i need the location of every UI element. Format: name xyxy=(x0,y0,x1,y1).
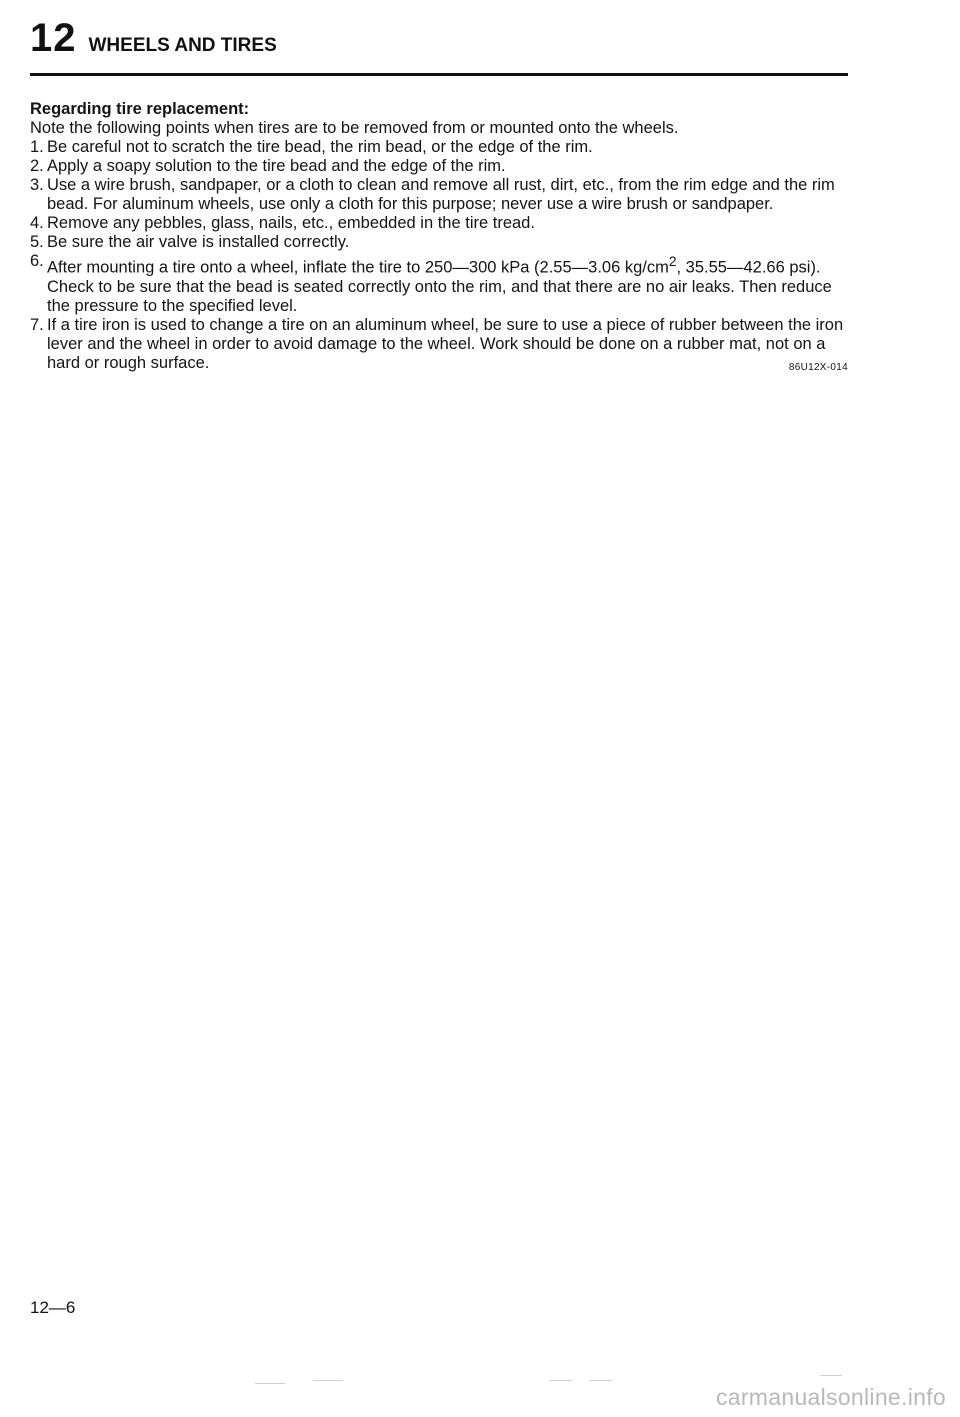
list-item xyxy=(30,316,850,373)
chapter-number: 12 xyxy=(30,16,77,60)
chapter-title: WHEELS AND TIRES xyxy=(88,35,277,56)
step-text: Be sure the air valve is installed correctly. xyxy=(47,233,350,251)
section-intro: Note the following points when tires are to be removed from or mounted onto the wheels. xyxy=(30,119,679,137)
section-body xyxy=(30,100,850,377)
scan-artifact xyxy=(550,1380,572,1381)
step-text-after-superscript: , 35.55—42.66 psi). Check to be sure that the bead is seated correctly onto the rim, and that there are no air leaks. Then reduce the pressure to the specified level. xyxy=(47,258,832,315)
step-number: 6. xyxy=(30,252,44,270)
step-number: 7. xyxy=(30,315,44,334)
list-item xyxy=(30,157,850,176)
scan-artifact xyxy=(820,1375,842,1376)
list-item xyxy=(30,233,850,252)
superscript-two: 2 xyxy=(668,254,677,269)
steps-list xyxy=(30,138,850,373)
step-number: 4. xyxy=(30,214,44,232)
header-rule xyxy=(30,73,848,76)
list-item xyxy=(30,176,850,214)
step-text: Apply a soapy solution to the tire bead and the edge of the rim. xyxy=(47,157,506,175)
step-text-before-superscript: After mounting a tire onto a wheel, inflate the tire to 250—300 kPa (2.55—3.06 kg/cm xyxy=(47,258,669,277)
page-header xyxy=(30,18,850,58)
step-number: 1. xyxy=(30,138,44,156)
step-text: Be careful not to scratch the tire bead, the rim bead, or the edge of the rim. xyxy=(47,138,593,156)
list-item xyxy=(30,214,850,233)
step-number: 5. xyxy=(30,233,44,251)
scan-artifact xyxy=(590,1380,612,1381)
watermark: carmanualsonline.info xyxy=(715,1384,946,1410)
step-text: Use a wire brush, sandpaper, or a cloth to clean and remove all rust, dirt, etc., from the rim edge and the rim bead. For aluminum wheels, use only a cloth for this purpose; never use a wire brush or sandpaper. xyxy=(47,176,835,213)
scan-artifact xyxy=(313,1380,343,1381)
reference-code: 86U12X-014 xyxy=(788,361,848,373)
step-number: 2. xyxy=(30,157,44,175)
step-number: 3. xyxy=(30,176,44,194)
step-text: Remove any pebbles, glass, nails, etc., embedded in the tire tread. xyxy=(47,214,535,232)
scan-artifact xyxy=(255,1383,285,1384)
list-item xyxy=(30,138,850,157)
page-number: 12—6 xyxy=(30,1298,76,1317)
section-heading: Regarding tire replacement: xyxy=(30,100,250,118)
step-text: If a tire iron is used to change a tire on an aluminum wheel, be sure to use a piece of rubber between the iron lever and the wheel in order to avoid damage to the wheel. Work should be done on a rubber mat, not on a hard or rough surface. xyxy=(47,315,844,372)
list-item xyxy=(30,252,850,316)
